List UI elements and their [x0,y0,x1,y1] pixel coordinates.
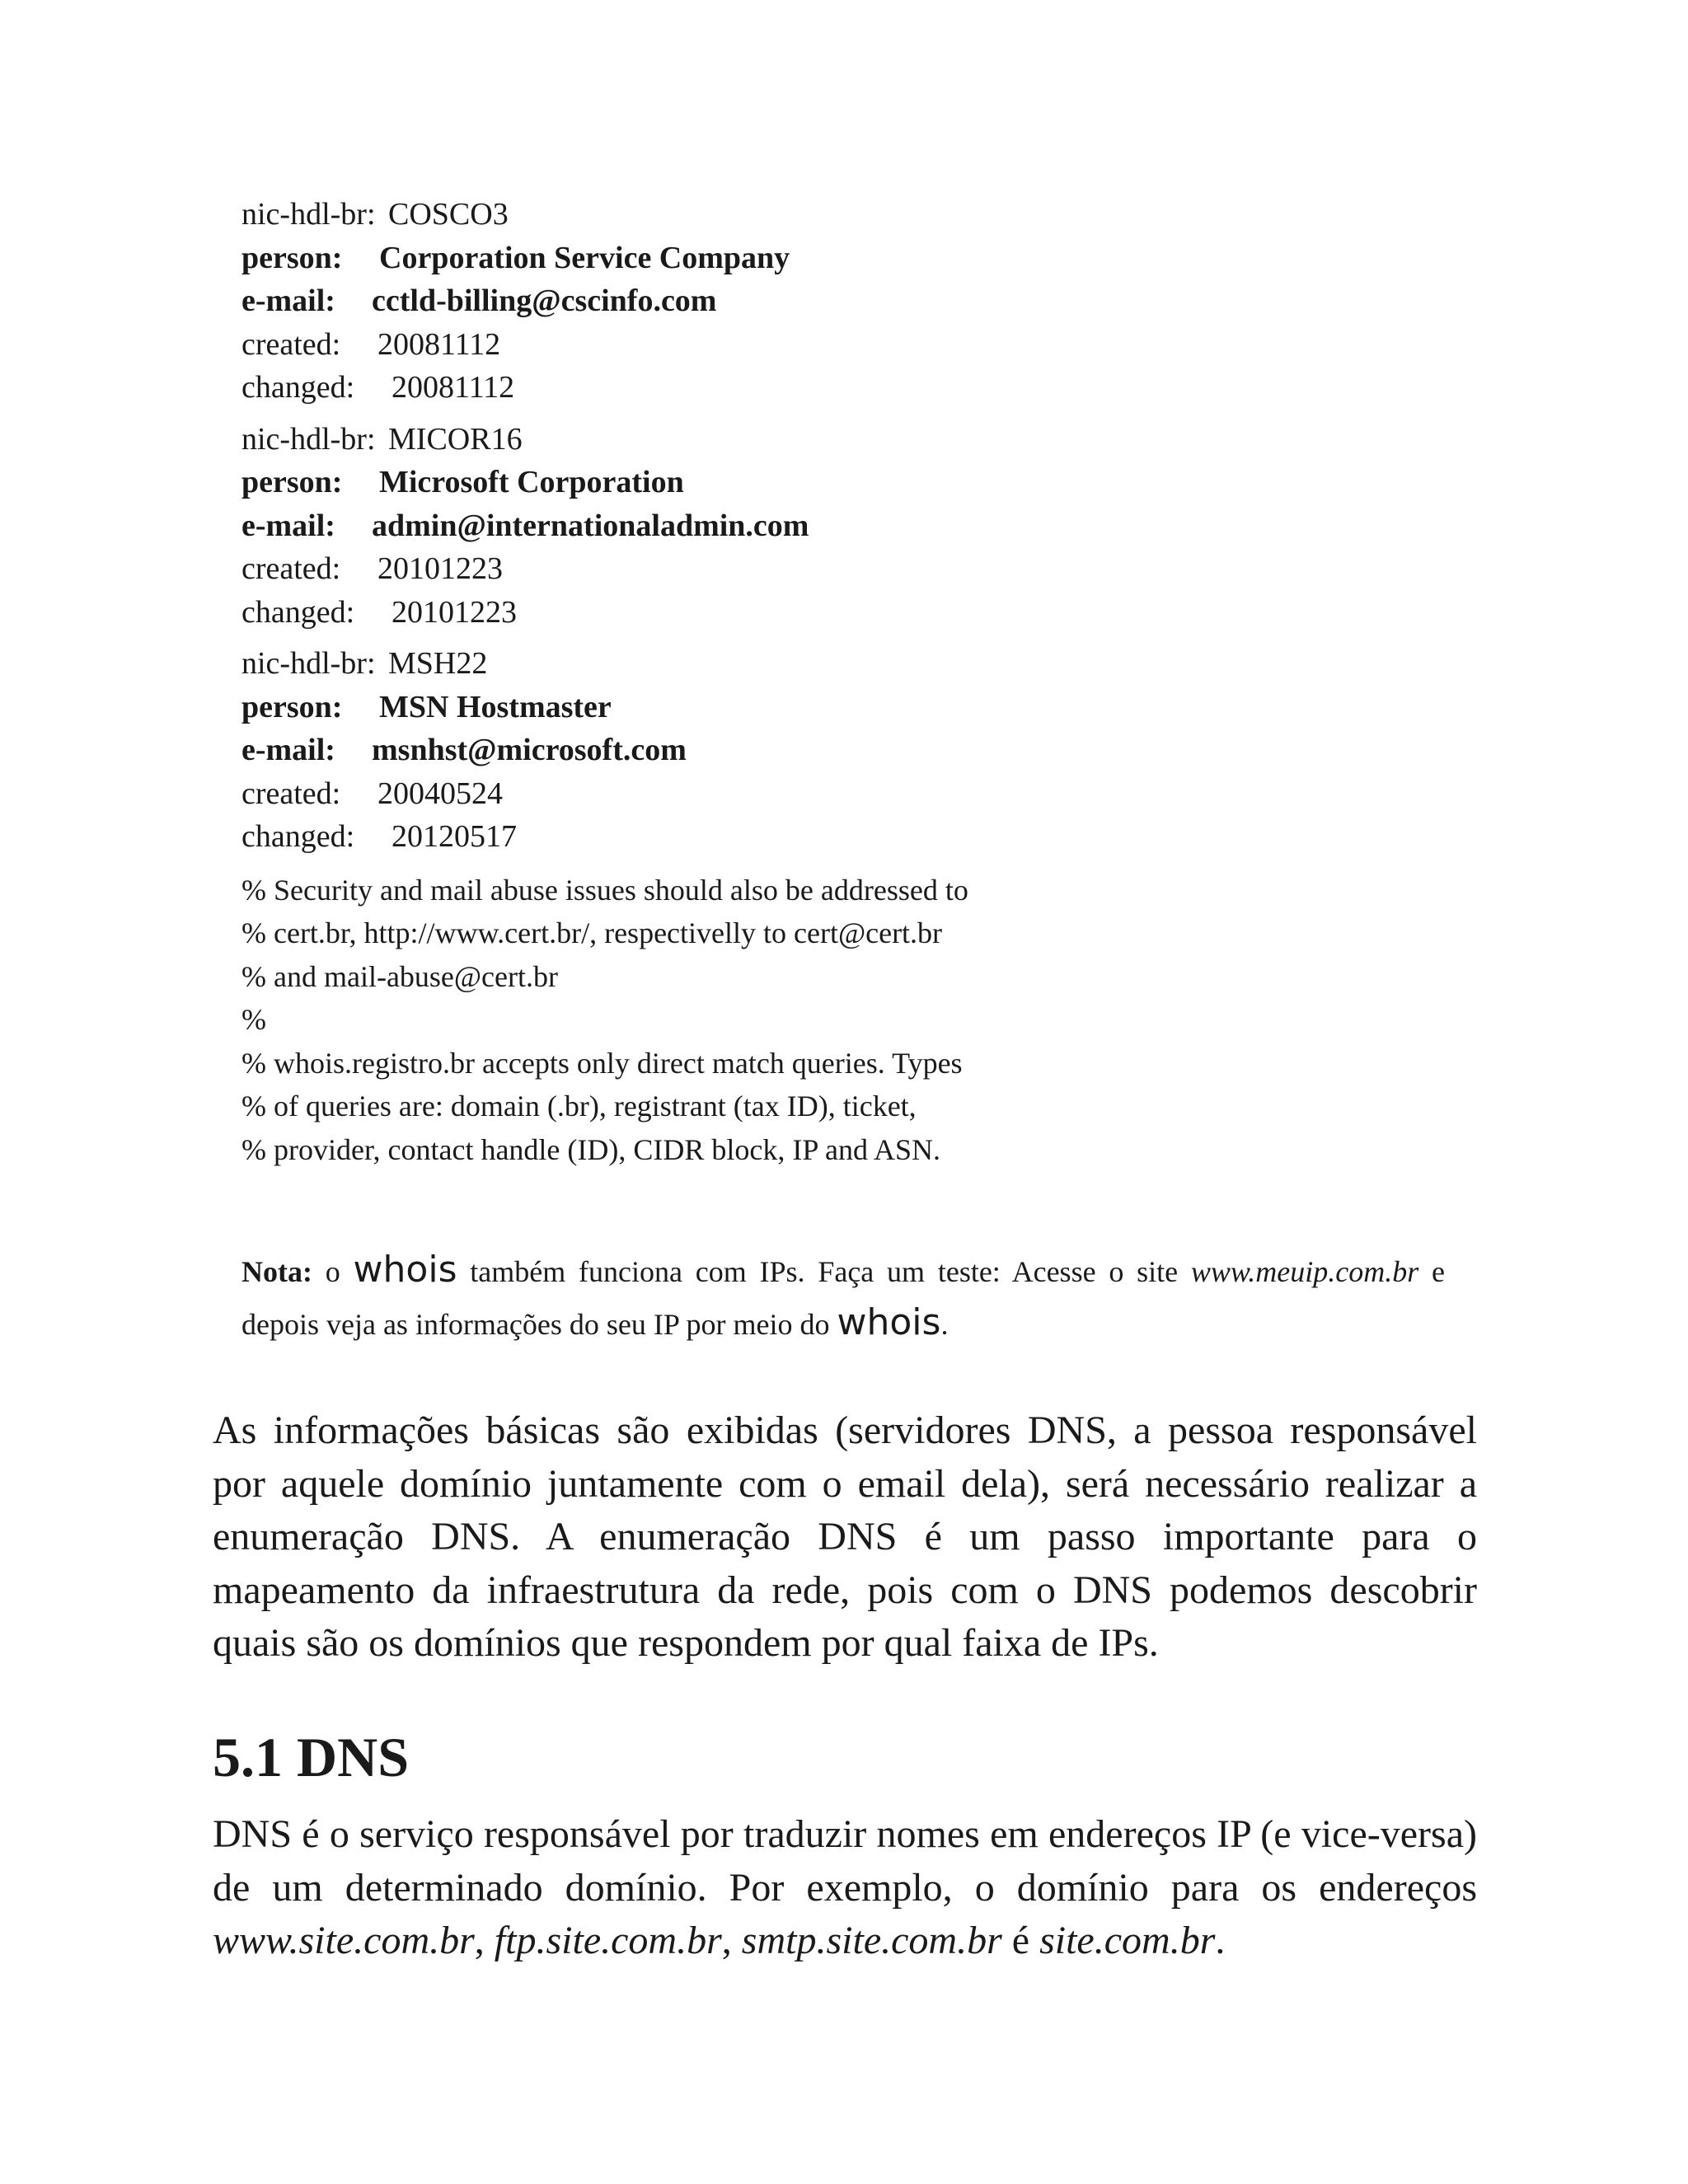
nic-handle-label: nic-hdl-br: [241,646,376,681]
person-value: Corporation Service Company [379,240,790,275]
note-text: também funciona com IPs. Faça um teste: Acesse o site [457,1255,1191,1288]
domain-example: www.site.com.br [213,1919,475,1962]
created-line [241,547,1478,591]
paragraph-text: , [721,1919,742,1962]
comment-line: % provider, contact handle (ID), CIDR block, IP and ASN. [241,1133,941,1167]
section-heading: 5.1 DNS [213,1726,410,1788]
changed-label: changed: [241,819,355,854]
site-link: www.meuip.com.br [1190,1255,1419,1288]
email-value: admin@internationaladmin.com [372,508,809,543]
note-box [241,1244,1445,1350]
created-line [241,772,1478,816]
person-value: MSN Hostmaster [379,689,612,724]
note-text: o [312,1255,354,1288]
contact-record [241,418,1478,635]
nic-handle-label: nic-hdl-br: [241,197,376,232]
email-value: msnhst@microsoft.com [372,733,687,767]
paragraph-text: , [474,1919,495,1962]
comment-line: % of queries are: domain (.br), registrant (tax ID), ticket, [241,1090,917,1123]
created-value: 20081112 [377,326,501,362]
created-label: created: [241,551,341,586]
changed-line [241,366,1478,410]
comment-line: % and mail-abuse@cert.br [241,959,558,993]
person-label: person: [241,689,343,724]
contact-record [241,193,1478,410]
whois-command: whois [353,1249,457,1291]
person-line [241,686,1478,729]
domain-example: ftp.site.com.br [494,1919,722,1962]
nic-handle-line [241,193,1478,237]
person-line [241,237,1478,280]
nic-handle-value: MSH22 [388,646,488,681]
paragraph-text: DNS é o serviço responsável por traduzir nomes em endereços IP (e vice-versa) de um determinado domínio. Por exemplo, o domínio para os endereços [213,1812,1477,1910]
created-value: 20040524 [377,776,503,811]
changed-value: 20101223 [392,594,517,630]
created-label: created: [241,326,341,362]
person-line [241,461,1478,504]
whois-comments [241,869,1478,1172]
comment-line: % whois.registro.br accepts only direct match queries. Types [241,1046,963,1080]
changed-line [241,591,1478,635]
domain-example: smtp.site.com.br [741,1919,1002,1962]
email-line [241,504,1478,548]
email-label: e-mail: [241,733,335,767]
person-label: person: [241,465,343,499]
changed-label: changed: [241,594,355,630]
comment-line: % cert.br, http://www.cert.br/, respectivelly to cert@cert.br [241,916,943,950]
email-value: cctld-billing@cscinfo.com [372,284,717,318]
nic-handle-label: nic-hdl-br: [241,421,376,457]
whois-output [241,193,1478,1172]
body-paragraph [213,1808,1477,1968]
note-text: . [940,1308,949,1341]
paragraph-text: . [1215,1919,1226,1962]
paragraph-text: é [1001,1919,1040,1962]
person-value: Microsoft Corporation [379,465,684,499]
email-line [241,729,1478,772]
email-label: e-mail: [241,284,335,318]
nic-handle-line [241,642,1478,686]
changed-line [241,815,1478,859]
nic-handle-value: COSCO3 [388,197,509,232]
comment-line: % Security and mail abuse issues should also be addressed to [241,873,968,907]
nic-handle-value: MICOR16 [388,421,523,457]
whois-command: whois [837,1301,941,1343]
changed-value: 20081112 [392,370,515,405]
created-value: 20101223 [377,551,503,586]
created-label: created: [241,776,341,811]
created-line [241,323,1478,367]
note-label: Nota: [241,1255,312,1288]
note-text: e depois veja as informações do seu IP por meio do [241,1255,1445,1341]
email-line [241,279,1478,323]
domain-example: site.com.br [1039,1919,1216,1962]
person-label: person: [241,240,343,275]
email-label: e-mail: [241,508,335,543]
nic-handle-line [241,418,1478,462]
contact-record [241,642,1478,859]
body-paragraph: As informações básicas são exibidas (servidores DNS, a pessoa responsável por aquele domínio juntamente com o email dela), será necessário realizar a enumeração DNS. A enumeração DNS é um passo importante para o mapeamento da infraestrutura da rede, pois com o DNS podemos descobrir quais são os domínios que respondem por qual faixa de IPs. [213,1408,1477,1665]
changed-value: 20120517 [392,819,517,854]
comment-line: % [241,1003,266,1037]
changed-label: changed: [241,370,355,405]
